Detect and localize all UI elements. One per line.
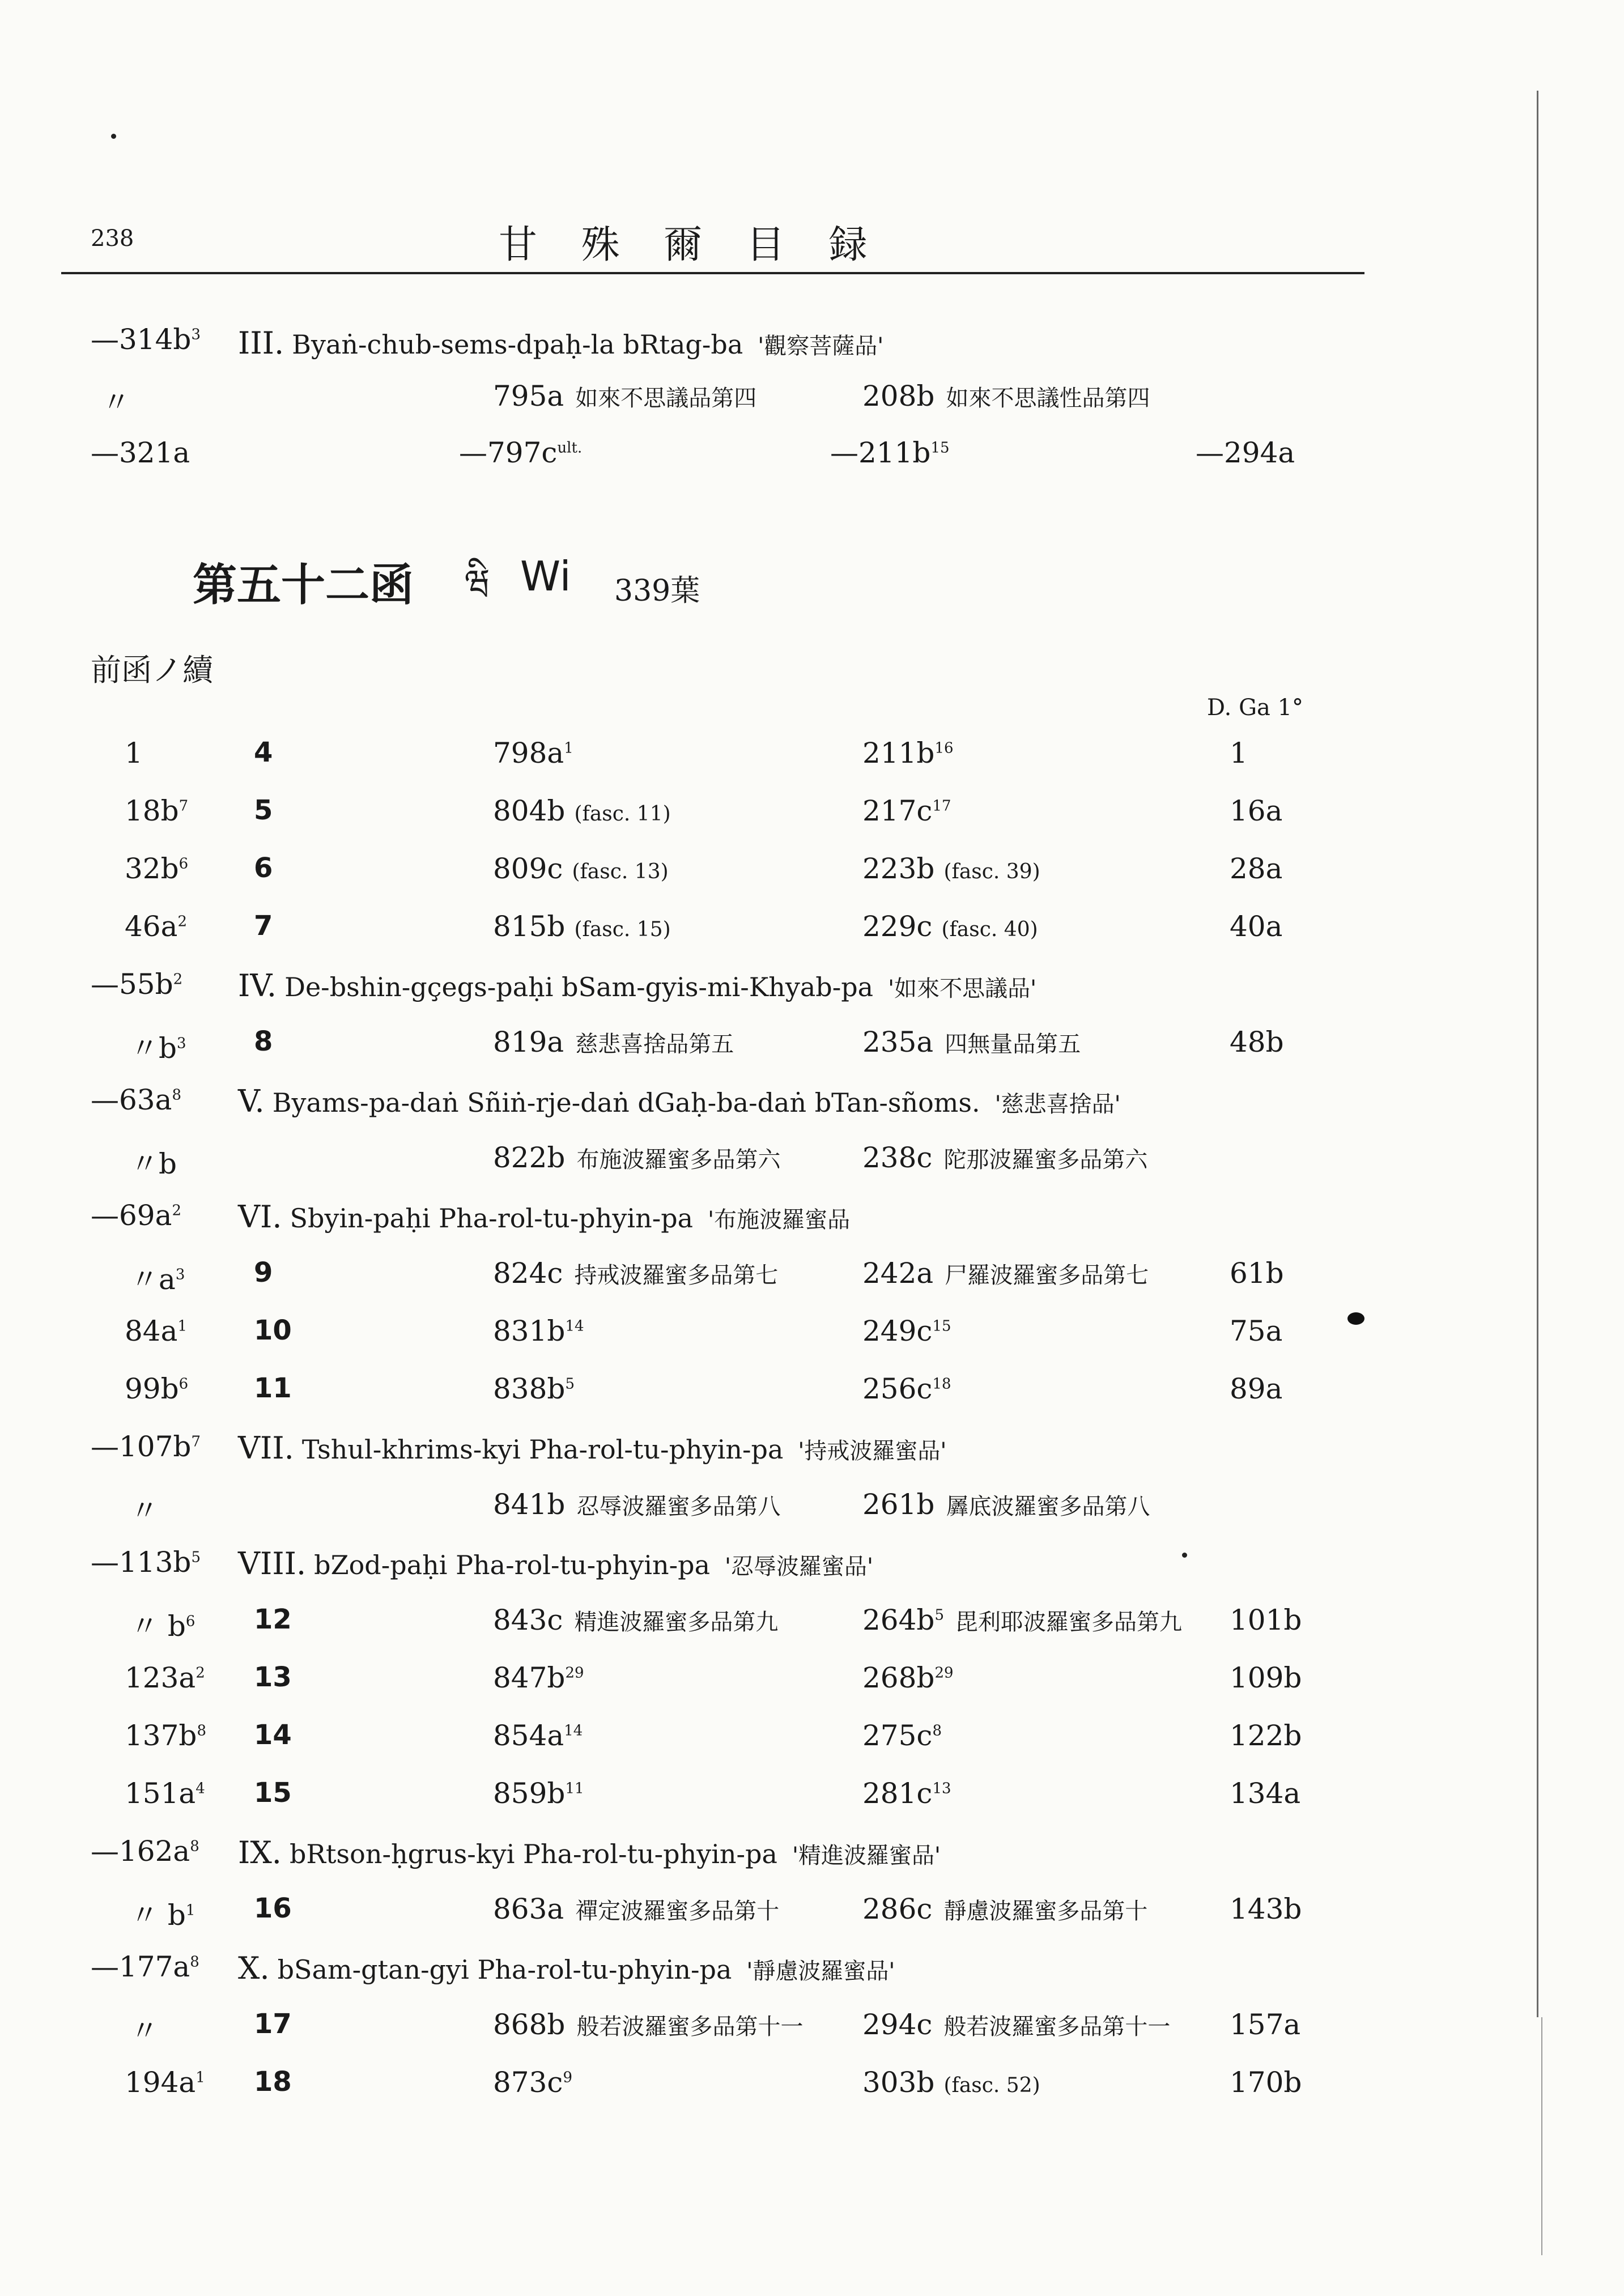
ref-col-5: 109b [1230,1661,1302,1694]
ref-col-4: $217c^{17}$ [862,794,951,827]
table-row [0,794,1624,851]
section-title: VIII. bZod-paḥi Pha-rol-tu-phyin-pa '忍辱波羅蜜品' [238,1546,874,1581]
ref-col-4: 286c 靜慮波羅蜜多品第十 [862,1893,1148,1925]
chapter-number: 11 [254,1372,292,1404]
table-row [0,1488,1624,1545]
table-row [0,1026,1624,1082]
folio-ref: 〃$b^3$ [130,1032,186,1065]
ref-col-4: $281c^{13}$ [862,1777,951,1810]
chapter-number: 13 [254,1661,292,1693]
ref-col-5: 16a [1230,794,1283,827]
ref-col-5: 28a [1230,852,1283,885]
folio-ref: $—162a^8$ [91,1835,199,1868]
table-row [0,2008,1624,2065]
section-title: VII. Tshul-khrims-kyi Pha-rol-tu-phyin-pa '持戒波羅蜜品' [238,1430,947,1466]
ref-col-4: $268b^{29}$ [862,1661,954,1694]
page-edge-line [1537,91,1538,2017]
top-row: —321a $—797c^{ult.}$ $—211b^{15}$ —294a [91,436,1295,469]
section-title: IX. bRtson-ḥgrus-kyi Pha-rol-tu-phyin-pa '精進波羅蜜品' [238,1835,941,1870]
folio-ref: 〃b [130,1147,177,1180]
chapter-number: 18 [254,2066,292,2098]
volume-folios: 339葉 [614,574,700,608]
chapter-number: 12 [254,1604,292,1635]
folio-ref: $—107b^7$ [91,1430,201,1463]
folio-ref: 〃 $b^6$ [130,1610,195,1643]
folio-ref: 1 [125,737,143,769]
table-row [0,1893,1624,1949]
top-row: 〃 795a 如來不思議品第四 208b 如來不思議性品第四 [102,380,1150,419]
table-row [0,1719,1624,1776]
ref-col-3: 819a 慈悲喜捨品第五 [493,1026,734,1058]
ref-col-4: 261b 羼底波羅蜜多品第八 [862,1488,1150,1521]
chapter-number: 8 [254,1026,273,1057]
folio-ref: $32b^6$ [125,852,189,885]
folio-ref: $18b^7$ [125,794,189,827]
ref-col-5: 48b [1230,1026,1284,1058]
ref-col-3: 841b 忍辱波羅蜜多品第八 [493,1488,781,1521]
speck [1182,1553,1187,1558]
ref-col-4: 242a 尸羅波羅蜜多品第七 [862,1257,1149,1290]
ref-col-5: 89a [1230,1372,1283,1405]
folio-ref: $—55b^2$ [91,968,183,1001]
table-row [0,852,1624,909]
top-section-label: III. Byaṅ-chub-sems-dpaḥ-la bRtag-ba '觀察菩薩品' [238,325,884,361]
ref-col-4: $211b^{16}$ [862,737,954,769]
folio-ref: 〃 $b^1$ [130,1899,195,1932]
folio-ref: 〃$a^3$ [130,1263,185,1296]
table-row [0,1257,1624,1313]
folio-ref: $84a^1$ [125,1315,187,1347]
ref-col-5: 61b [1230,1257,1284,1290]
folio-ref: $—63a^8$ [91,1083,181,1116]
ref-col-4: $256c^{18}$ [862,1372,951,1405]
top-section-ref: $—314b^3$ [91,323,201,356]
ref-col-3: 809c (fasc. 13) [493,852,669,885]
table-row [0,1315,1624,1371]
table-row [0,2066,1624,2123]
folio-ref: $46a^2$ [125,910,187,943]
ref-col-3: 863a 禪定波羅蜜多品第十 [493,1893,780,1925]
folio-ref: 〃 [130,2014,159,2047]
speck [111,134,116,139]
section-title: X. bSam-gtan-gyi Pha-rol-tu-phyin-pa '靜慮波羅蜜品' [238,1950,895,1986]
section-heading-row [0,1430,1624,1487]
ref-col-5: 157a [1230,2008,1301,2041]
section-heading-row [0,1950,1624,2007]
chapter-number: 17 [254,2008,292,2040]
ref-col-5: 75a [1230,1315,1283,1347]
ref-col-5: 1 [1230,737,1248,769]
ref-col-4: 223b (fasc. 39) [862,852,1040,885]
table-row [0,1372,1624,1429]
ref-col-4: 229c (fasc. 40) [862,910,1038,943]
ref-col-5: 170b [1230,2066,1302,2099]
chapter-number: 16 [254,1893,292,1924]
folio-ref: $137b^8$ [125,1719,206,1752]
chapter-number: 6 [254,852,273,884]
ref-col-4: $275c^8$ [862,1719,942,1752]
ref-col-3: $798a^1$ [493,737,573,769]
chapter-number: 14 [254,1719,292,1751]
ref-col-3: $831b^{14}$ [493,1315,584,1347]
section-heading-row [0,1835,1624,1891]
volume-latin: Wi [520,552,571,600]
folio-ref: $99b^6$ [125,1372,189,1405]
section-heading-row [0,968,1624,1024]
folio-ref: 〃 [130,1494,159,1527]
page-edge-line [1541,2017,1542,2255]
ref-col-5: 40a [1230,910,1283,943]
top-section-heading [0,323,1624,380]
section-heading-row [0,1546,1624,1602]
volume-tibetan: ཝི [465,563,490,602]
ref-col-5: 143b [1230,1893,1302,1925]
section-title: IV. De-bshin-gçegs-paḥi bSam-gyis-mi-Khyab-pa '如來不思議品' [238,968,1037,1004]
ref-col-3: $847b^{29}$ [493,1661,584,1694]
table-row [0,1604,1624,1660]
section-heading-row [0,1083,1624,1140]
ref-col-3: $838b^5$ [493,1372,575,1405]
ref-col-5: 122b [1230,1719,1302,1752]
ref-col-5: 134a [1230,1777,1301,1810]
section-title: VI. Sbyin-paḥi Pha-rol-tu-phyin-pa '布施波羅蜜品 [238,1199,851,1235]
ref-col-3: 822b 布施波羅蜜多品第六 [493,1141,781,1174]
folio-ref: $194a^1$ [125,2066,205,2099]
continued-label: 前函ノ續 [91,652,213,688]
ref-col-3: 824c 持戒波羅蜜多品第七 [493,1257,779,1290]
ref-col-3: 815b (fasc. 15) [493,910,671,943]
ref-col-3: $854a^{14}$ [493,1719,583,1752]
table-row [0,1661,1624,1718]
ref-col-4: 238c 陀那波羅蜜多品第六 [862,1141,1148,1174]
table-row [0,737,1624,793]
section-heading-row [0,1199,1624,1256]
folio-ref: $123a^2$ [125,1661,205,1694]
folio-ref: $—113b^5$ [91,1546,201,1579]
section-title: V. Byams-pa-daṅ Sñiṅ-rje-daṅ dGaḥ-ba-daṅ bTan-sñoms. '慈悲喜捨品' [238,1083,1121,1119]
chapter-number: 7 [254,910,273,942]
volume-heading: 第五十二函 [193,560,414,611]
header-rule [61,272,1364,274]
ref-col-4: 235a 四無量品第五 [862,1026,1081,1058]
ref-col-4: 303b (fasc. 52) [862,2066,1040,2099]
ref-col-4: $264b^5$ 毘利耶波羅蜜多品第九 [862,1604,1182,1636]
table-row [0,1141,1624,1198]
table-row [0,1777,1624,1834]
folio-ref: $—69a^2$ [91,1199,181,1232]
ink-blot [1347,1312,1364,1325]
chapter-number: 10 [254,1315,292,1346]
folio-ref: $—177a^8$ [91,1950,199,1983]
ref-col-3: $873c^9$ [493,2066,572,2099]
ref-col-4: 294c 般若波羅蜜多品第十一 [862,2008,1171,2041]
ref-col-5: 101b [1230,1604,1302,1636]
page-title: 甘 殊 爾 目 録 [499,223,883,267]
ref-col-3: 868b 般若波羅蜜多品第十一 [493,2008,804,2041]
folio-ref: $151a^4$ [125,1777,205,1810]
ref-col-3: 843c 精進波羅蜜多品第九 [493,1604,779,1636]
column-label: D. Ga 1° [1207,695,1304,721]
chapter-number: 4 [254,737,273,768]
table-row [0,910,1624,967]
ref-col-3: 804b (fasc. 11) [493,794,671,827]
ref-col-3: $859b^{11}$ [493,1777,584,1810]
ref-col-4: $249c^{15}$ [862,1315,951,1347]
chapter-number: 9 [254,1257,273,1289]
chapter-number: 15 [254,1777,292,1809]
page-number: 238 [91,226,134,252]
chapter-number: 5 [254,794,273,826]
